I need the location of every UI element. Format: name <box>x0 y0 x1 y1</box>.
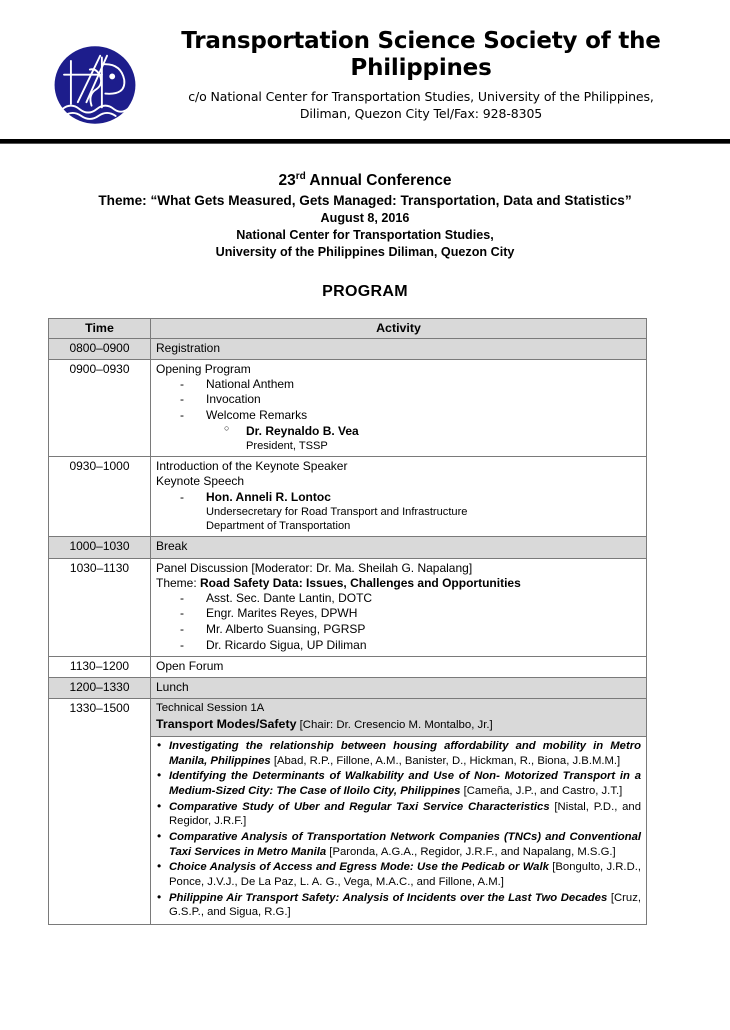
list-item-label: Asst. Sec. Dante Lantin, DOTC <box>206 590 373 605</box>
list-item <box>156 860 641 889</box>
program-heading: PROGRAM <box>322 282 408 300</box>
row-time: 1130–1200 <box>49 657 151 678</box>
list-item <box>156 622 641 638</box>
conference-venue-line-1: National Center for Transportation Studies, <box>236 228 494 243</box>
row-activity: Break <box>151 537 647 558</box>
sub-item-list <box>206 424 641 454</box>
paper-authors: [Bongulto, J.R.D., Ponce, J.V.J., De La Paz, L. A. G., Vega, M.A.C., and Fillone, A.M.] <box>169 861 642 889</box>
row-time: 1200–1330 <box>49 678 151 699</box>
logo-container <box>34 28 156 128</box>
conference-venue-line-2: University of the Philippines Diliman, Quezon City <box>215 245 515 260</box>
paper-authors: [Cameña, J.P., and Castro, J.T.] <box>460 785 623 798</box>
list-item <box>156 490 641 534</box>
table-row <box>49 699 647 737</box>
list-item-label: Hon. Anneli R. Lontoc <box>206 489 331 504</box>
list-item-label: Invocation <box>206 392 261 407</box>
paper-authors: [Cruz, G.S.P., and Sigua, R.G.] <box>169 891 641 919</box>
dash-bullet-icon: - <box>180 637 184 652</box>
column-header-time: Time <box>49 318 151 338</box>
row-activity <box>151 359 647 457</box>
dash-bullet-icon: - <box>180 392 184 407</box>
program-table-container <box>0 318 730 926</box>
paper-title: Comparative Analysis of Transportation Network Companies (TNCs) and Conventional Taxi Services in Metro Manila <box>169 831 641 858</box>
list-item-label: Engr. Marites Reyes, DPWH <box>206 606 358 621</box>
list-item-label: Welcome Remarks <box>206 407 308 422</box>
dash-bullet-icon: - <box>180 621 184 636</box>
table-row <box>49 657 647 678</box>
society-address-line-2: Diliman, Quezon City Tel/Fax: 928-8305 <box>299 106 543 122</box>
list-item-label: Mr. Alberto Suansing, PGRSP <box>206 621 366 636</box>
paper-list <box>156 739 641 920</box>
speaker-affiliation: President, TSSP <box>246 440 328 453</box>
table-head <box>49 318 647 338</box>
program-table <box>48 318 647 926</box>
activity-title: Introduction of the Keynote Speaker <box>156 459 348 474</box>
list-item <box>156 606 641 622</box>
circle-bullet-icon: ○ <box>224 422 230 433</box>
activity-item-list <box>156 591 641 653</box>
column-header-activity: Activity <box>151 318 647 338</box>
paper-title: Investigating the relationship between housing affordability and mobility in Metro Manila, Philippines <box>169 740 641 767</box>
paper-authors: [Nistal, P.D., and Regidor, J.R.F.] <box>169 800 641 828</box>
tssp-logo <box>52 42 138 128</box>
row-time: 0900–0930 <box>49 359 151 457</box>
conference-heading <box>0 170 730 262</box>
list-item <box>156 408 641 453</box>
activity-title: Opening Program <box>156 361 251 376</box>
list-item <box>156 891 641 920</box>
row-activity <box>151 558 647 657</box>
sub-list-item <box>206 424 641 454</box>
conference-title <box>0 170 730 192</box>
dash-bullet-icon: - <box>180 606 184 621</box>
list-item <box>156 769 641 798</box>
paper-authors: [Paronda, A.G.A., Regidor, J.R.F., and Napalang, M.S.G.] <box>326 845 616 858</box>
row-time: 1030–1130 <box>49 558 151 657</box>
conference-ordinal: 23 <box>278 172 296 190</box>
row-activity <box>151 457 647 537</box>
list-item-detail: Undersecretary for Road Transport and Infrastructure <box>206 506 468 519</box>
table-header-row <box>49 318 647 338</box>
list-item-detail: Department of Transportation <box>206 520 351 533</box>
dash-bullet-icon: - <box>180 489 184 504</box>
dash-bullet-icon: - <box>180 590 184 605</box>
list-item <box>156 377 641 393</box>
activity-title: Panel Discussion [Moderator: Dr. Ma. Sheilah G. Napalang] <box>156 560 473 575</box>
list-item <box>156 591 641 607</box>
conference-theme: Theme: “What Gets Measured, Gets Managed: Transportation, Data and Statistics” <box>98 192 632 208</box>
paper-list-cell <box>151 737 647 925</box>
paper-title: Choice Analysis of Access and Egress Mode: Use the Pedicab or Walk <box>169 861 549 874</box>
list-item <box>156 392 641 408</box>
session-name-line <box>156 716 641 733</box>
society-name: Transportation Science Society of the Philippines <box>181 28 661 82</box>
session-name: Transport Modes/Safety <box>156 717 297 732</box>
session-header <box>151 699 647 737</box>
row-time: 0800–0900 <box>49 338 151 359</box>
table-row <box>49 457 647 537</box>
table-row <box>49 558 647 657</box>
conference-date: August 8, 2016 <box>320 211 410 226</box>
dash-bullet-icon: - <box>180 376 184 391</box>
list-item <box>156 638 641 654</box>
letterhead-text <box>156 28 696 123</box>
row-activity: Lunch <box>151 678 647 699</box>
panel-theme: Theme: Road Safety Data: Issues, Challenges and Opportunities <box>156 575 521 590</box>
session-chair: [Chair: Dr. Cresencio M. Montalbo, Jr.] <box>296 719 493 732</box>
paper-authors: [Abad, R.P., Fillone, A.M., Banister, D., Hickman, R., Biona, J.B.M.M.] <box>270 754 621 767</box>
conference-ordinal-suffix: rd <box>295 171 306 182</box>
paper-title: Philippine Air Transport Safety: Analysis of Incidents over the Last Two Decades <box>169 891 608 904</box>
table-row <box>49 537 647 558</box>
row-activity: Open Forum <box>151 657 647 678</box>
list-item <box>156 739 641 768</box>
row-time: 1000–1030 <box>49 537 151 558</box>
table-row <box>49 359 647 457</box>
table-row <box>49 678 647 699</box>
activity-item-list <box>156 377 641 454</box>
paper-title: Identifying the Determinants of Walkability and Use of Non- Motorized Transport in a Medium-Sized City: The Case of Iloilo City, Philippines <box>169 770 641 798</box>
table-body <box>49 338 647 925</box>
society-address <box>156 89 686 123</box>
list-item-label: National Anthem <box>206 376 295 391</box>
session-label: Technical Session 1A <box>156 702 265 715</box>
dash-bullet-icon: - <box>180 407 184 422</box>
speaker-name: Dr. Reynaldo B. Vea <box>246 423 359 438</box>
list-item-label: Dr. Ricardo Sigua, UP Diliman <box>206 637 367 652</box>
conference-title-rest: Annual Conference <box>305 172 452 190</box>
society-address-line-1: c/o National Center for Transportation Studies, University of the Philippines, <box>188 89 654 105</box>
table-row <box>49 338 647 359</box>
list-item <box>156 800 641 829</box>
row-time: 0930–1000 <box>49 457 151 537</box>
list-item <box>156 830 641 859</box>
activity-item-list <box>156 490 641 534</box>
letterhead <box>0 0 730 128</box>
letterhead-rule <box>0 139 730 144</box>
row-activity: Registration <box>151 338 647 359</box>
row-time: 1330–1500 <box>49 699 151 925</box>
activity-subtitle: Keynote Speech <box>156 474 245 489</box>
paper-title: Comparative Study of Uber and Regular Taxi Service Characteristics <box>169 800 550 813</box>
